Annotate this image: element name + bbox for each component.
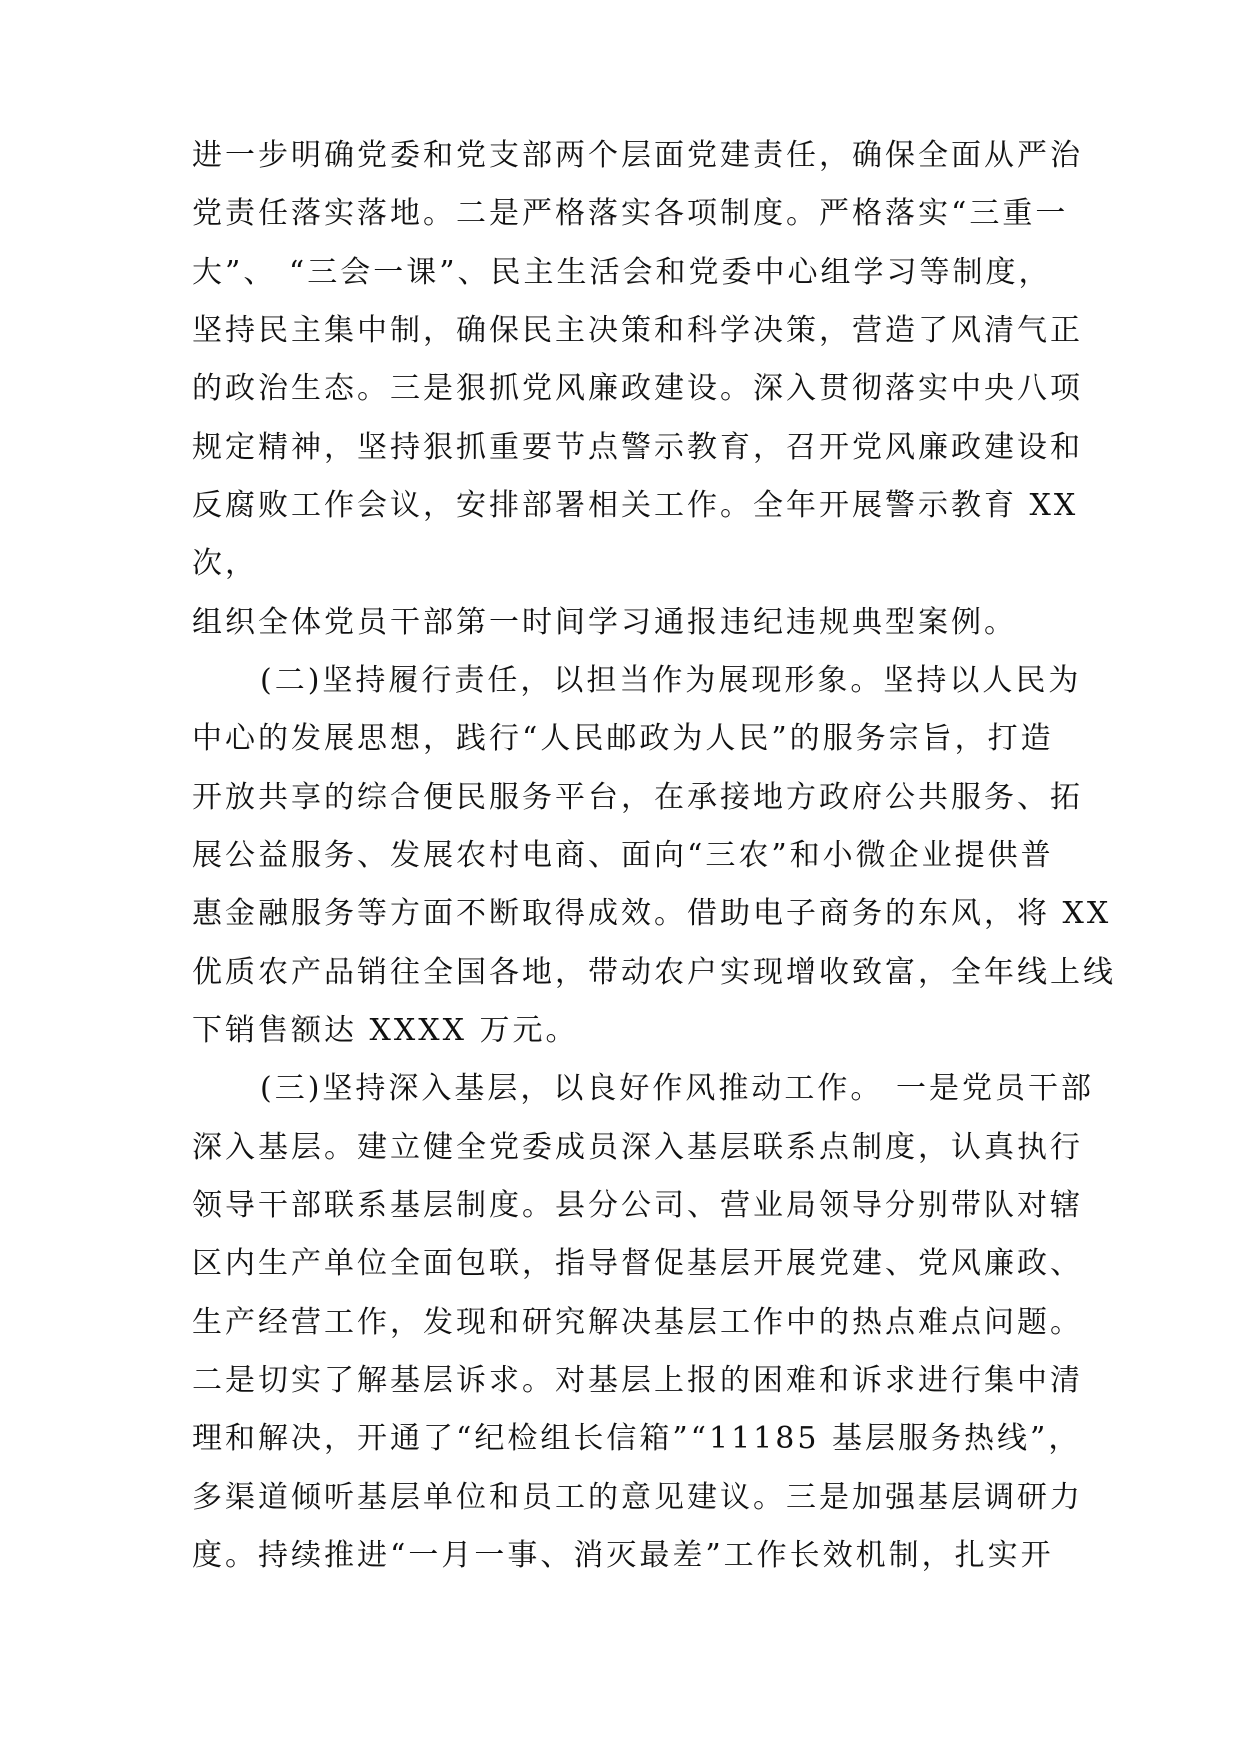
text-line: 区内生产单位全面包联，指导督促基层开展党建、党风廉政、 (192, 1246, 1083, 1281)
text-line: 次， (192, 546, 258, 581)
text-line: 反腐败工作会议，安排部署相关工作。全年开展警示教育 XX (192, 488, 1079, 523)
text-line: 组织全体党员干部第一时间学习通报违纪违规典型案例。 (192, 605, 1017, 640)
text-line: 规定精神，坚持狠抓重要节点警示教育，召开党风廉政建设和 (192, 430, 1083, 465)
text-line: 领导干部联系基层制度。县分公司、营业局领导分别带队对辖 (192, 1188, 1083, 1223)
text-line: 度。持续推进“一月一事、消灭最差”工作长效机制，扎实开 (192, 1538, 1054, 1573)
text-line: 生产经营工作，发现和研究解决基层工作中的热点难点问题。 (192, 1305, 1083, 1340)
text-line: 展公益服务、发展农村电商、面向“三农”和小微企业提供普 (192, 838, 1054, 873)
text-line: 开放共享的综合便民服务平台，在承接地方政府公共服务、拓 (192, 780, 1083, 815)
text-line: 惠金融服务等方面不断取得成效。借助电子商务的东风，将 XX (192, 896, 1112, 931)
text-line: 下销售额达 XXXX 万元。 (192, 1013, 579, 1048)
text-line: 坚持民主集中制，确保民主决策和科学决策，营造了风清气正 (192, 313, 1083, 348)
text-line: 党责任落实落地。二是严格落实各项制度。严格落实“三重一 (192, 196, 1069, 231)
text-line: 进一步明确党委和党支部两个层面党建责任，确保全面从严治 (192, 138, 1083, 173)
paragraph-heading: (三)坚持深入基层，以良好作风推动工作。 一是党员干部 (260, 1071, 1094, 1106)
text-line: 二是切实了解基层诉求。对基层上报的困难和诉求进行集中清 (192, 1363, 1083, 1398)
text-line: 深入基层。建立健全党委成员深入基层联系点制度，认真执行 (192, 1130, 1083, 1165)
text-line: 多渠道倾听基层单位和员工的意见建议。三是加强基层调研力 (192, 1480, 1083, 1515)
text-line: 中心的发展思想，践行“人民邮政为人民”的服务宗旨，打造 (192, 721, 1054, 756)
text-line: 理和解决，开通了“纪检组长信箱”“11185 基层服务热线”， (192, 1421, 1082, 1456)
paragraph-heading: (二)坚持履行责任，以担当作为展现形象。坚持以人民为 (260, 663, 1082, 698)
text-line: 的政治生态。三是狠抓党风廉政建设。深入贯彻落实中央八项 (192, 371, 1083, 406)
text-line: 大”、 “三会一课”、民主生活会和党委中心组学习等制度， (192, 255, 1052, 290)
text-line: 优质农产品销往全国各地，带动农户实现增收致富，全年线上线 (192, 955, 1116, 990)
